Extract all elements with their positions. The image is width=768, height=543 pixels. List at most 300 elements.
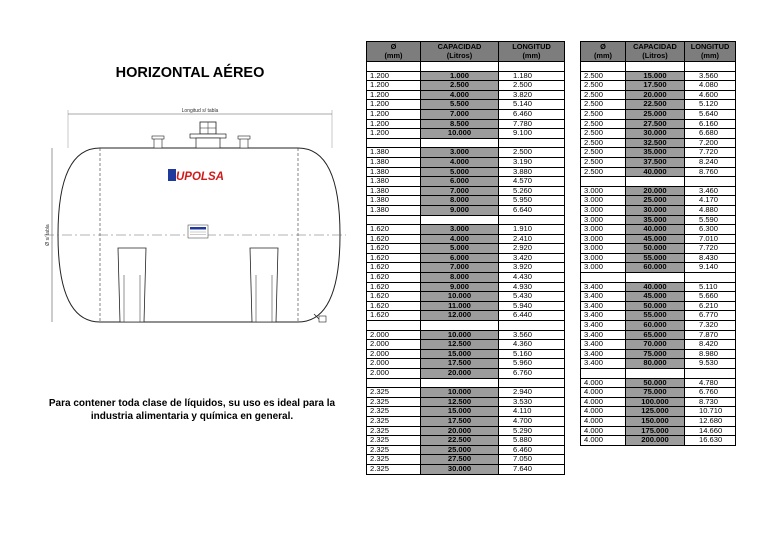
length-cell: 3.420 — [499, 253, 565, 263]
length-cell: 5.950 — [499, 196, 565, 206]
table-row — [367, 263, 565, 273]
diameter-cell: 3.400 — [581, 330, 626, 340]
length-cell: 2.500 — [499, 148, 565, 158]
diameter-cell: 2.500 — [581, 100, 626, 110]
nameplate — [188, 225, 208, 238]
length-cell: 8.760 — [685, 167, 736, 177]
capacity-cell: 8.000 — [421, 196, 499, 206]
length-cell — [685, 177, 736, 187]
length-cell: 6.680 — [685, 129, 736, 139]
capacity-cell: 50.000 — [626, 244, 685, 254]
length-cell: 3.880 — [499, 167, 565, 177]
diameter-cell: 1.380 — [367, 186, 421, 196]
diameter-cell: 3.400 — [581, 321, 626, 331]
capacity-cell: 17.500 — [421, 416, 499, 426]
table-row — [367, 244, 565, 254]
capacity-cell: 4.000 — [421, 234, 499, 244]
length-cell: 7.780 — [499, 119, 565, 129]
length-cell: 2.920 — [499, 244, 565, 254]
diameter-cell: 3.400 — [581, 359, 626, 369]
capacity-cell — [421, 378, 499, 388]
capacity-cell: 22.500 — [421, 436, 499, 446]
table-row — [367, 436, 565, 446]
diameter-cell: 3.400 — [581, 349, 626, 359]
capacity-cell — [626, 177, 685, 187]
nozzle — [154, 138, 162, 148]
table-row — [367, 378, 565, 388]
nozzle — [240, 138, 248, 148]
diameter-cell: 1.200 — [367, 90, 421, 100]
capacity-cell: 50.000 — [626, 301, 685, 311]
length-cell: 4.360 — [499, 340, 565, 350]
diameter-cell: 4.000 — [581, 388, 626, 398]
table-row — [581, 167, 736, 177]
diameter-cell: 1.620 — [367, 253, 421, 263]
length-cell: 2.940 — [499, 388, 565, 398]
capacity-cell: 8.000 — [421, 273, 499, 283]
capacity-cell: 17.500 — [421, 359, 499, 369]
diameter-cell — [367, 215, 421, 225]
table-row — [367, 196, 565, 206]
length-cell — [499, 215, 565, 225]
table-row — [367, 62, 565, 72]
length-cell: 4.080 — [685, 81, 736, 91]
capacity-cell: 11.000 — [421, 301, 499, 311]
length-cell: 8.730 — [685, 397, 736, 407]
capacity-cell: 15.000 — [421, 349, 499, 359]
table-row — [367, 100, 565, 110]
diameter-cell — [581, 62, 626, 72]
diameter-cell: 2.500 — [581, 157, 626, 167]
length-cell: 4.430 — [499, 273, 565, 283]
drain-valve — [319, 316, 326, 322]
table-row — [367, 186, 565, 196]
length-cell — [685, 369, 736, 379]
diameter-cell: 1.620 — [367, 244, 421, 254]
table-row — [581, 253, 736, 263]
table-row — [367, 167, 565, 177]
capacity-cell: 9.000 — [421, 282, 499, 292]
length-cell: 6.760 — [499, 369, 565, 379]
capacity-cell: 20.000 — [421, 369, 499, 379]
length-cell: 5.960 — [499, 359, 565, 369]
capacity-cell — [421, 62, 499, 72]
capacity-cell: 30.000 — [626, 129, 685, 139]
length-cell: 8.240 — [685, 157, 736, 167]
length-cell — [499, 378, 565, 388]
diameter-cell: 1.200 — [367, 119, 421, 129]
diameter-cell — [581, 369, 626, 379]
table-row — [581, 349, 736, 359]
diameter-cell: 3.000 — [581, 215, 626, 225]
diameter-cell: 3.000 — [581, 234, 626, 244]
capacity-cell: 30.000 — [626, 205, 685, 215]
table-row — [581, 311, 736, 321]
length-cell: 12.680 — [685, 416, 736, 426]
diameter-cell: 2.000 — [367, 359, 421, 369]
length-cell: 7.720 — [685, 148, 736, 158]
capacity-cell — [421, 321, 499, 331]
capacity-cell: 7.000 — [421, 263, 499, 273]
table-row — [367, 273, 565, 283]
capacity-cell: 22.500 — [626, 100, 685, 110]
diameter-cell: 3.000 — [581, 205, 626, 215]
diameter-cell: 1.380 — [367, 148, 421, 158]
diameter-cell: 3.000 — [581, 196, 626, 206]
table-row — [581, 138, 736, 148]
saddle-left — [118, 248, 146, 322]
header-capacity: CAPACIDAD (Litros) — [421, 42, 499, 62]
length-cell: 5.430 — [499, 292, 565, 302]
capacity-cell: 15.000 — [421, 407, 499, 417]
length-cell: 4.780 — [685, 378, 736, 388]
table-row — [367, 301, 565, 311]
diameter-cell: 2.325 — [367, 455, 421, 465]
length-cell: 16.630 — [685, 436, 736, 446]
capacity-cell: 80.000 — [626, 359, 685, 369]
saddle-right — [250, 248, 278, 322]
diameter-cell: 2.325 — [367, 388, 421, 398]
table-row — [367, 359, 565, 369]
table-row — [367, 426, 565, 436]
diameter-cell: 2.325 — [367, 445, 421, 455]
diameter-cell: 4.000 — [581, 426, 626, 436]
length-cell: 2.500 — [499, 81, 565, 91]
length-cell: 2.410 — [499, 234, 565, 244]
capacity-cell: 20.000 — [421, 426, 499, 436]
capacity-cell: 5.000 — [421, 167, 499, 177]
length-cell: 6.460 — [499, 445, 565, 455]
length-cell: 5.640 — [685, 109, 736, 119]
table-row — [581, 196, 736, 206]
capacity-cell: 7.000 — [421, 109, 499, 119]
table-row — [581, 416, 736, 426]
length-cell: 7.050 — [499, 455, 565, 465]
header-capacity: CAPACIDAD (Litros) — [626, 42, 685, 62]
capacity-cell: 60.000 — [626, 321, 685, 331]
diameter-cell: 1.380 — [367, 205, 421, 215]
capacity-cell — [421, 138, 499, 148]
length-cell: 9.530 — [685, 359, 736, 369]
diameter-cell: 2.500 — [581, 167, 626, 177]
capacity-cell: 9.000 — [421, 205, 499, 215]
diameter-dimension-label: Ø s/ tabla — [45, 224, 51, 246]
length-cell — [685, 62, 736, 72]
table-row — [367, 138, 565, 148]
length-cell: 5.260 — [499, 186, 565, 196]
length-cell: 5.590 — [685, 215, 736, 225]
table-row — [367, 416, 565, 426]
diameter-cell: 2.325 — [367, 416, 421, 426]
capacity-cell: 17.500 — [626, 81, 685, 91]
table-row — [581, 378, 736, 388]
capacity-cell: 200.000 — [626, 436, 685, 446]
table-row — [581, 388, 736, 398]
page-title: HORIZONTAL AÉREO — [115, 65, 265, 81]
table-row — [581, 205, 736, 215]
capacity-cell: 40.000 — [626, 225, 685, 235]
diameter-cell: 2.000 — [367, 330, 421, 340]
table-row — [581, 369, 736, 379]
diameter-cell: 3.000 — [581, 186, 626, 196]
diameter-cell: 2.325 — [367, 436, 421, 446]
product-description: Para contener toda clase de líquidos, su uso es ideal para la industria alimentaria y química en general. — [48, 398, 336, 422]
table-row — [367, 321, 565, 331]
length-cell: 7.640 — [499, 464, 565, 474]
diameter-cell: 1.620 — [367, 292, 421, 302]
length-cell: 8.430 — [685, 253, 736, 263]
header-length: LONGITUD (mm) — [685, 42, 736, 62]
diameter-cell: 1.200 — [367, 129, 421, 139]
table-row — [581, 273, 736, 283]
header-diameter: Ø (mm) — [581, 42, 626, 62]
capacity-cell: 10.000 — [421, 388, 499, 398]
capacity-cell: 60.000 — [626, 263, 685, 273]
diameter-cell: 1.200 — [367, 71, 421, 81]
diameter-cell: 1.200 — [367, 109, 421, 119]
capacity-cell: 1.000 — [421, 71, 499, 81]
length-dimension-label: Longitud s/ tabla — [181, 108, 219, 114]
capacity-cell: 20.000 — [626, 186, 685, 196]
diameter-cell: 4.000 — [581, 436, 626, 446]
capacity-cell: 4.000 — [421, 157, 499, 167]
table-row — [367, 407, 565, 417]
table-row — [581, 225, 736, 235]
diameter-cell: 1.380 — [367, 157, 421, 167]
length-cell: 3.560 — [499, 330, 565, 340]
capacity-cell: 15.000 — [626, 71, 685, 81]
capacity-cell — [421, 215, 499, 225]
length-cell: 9.100 — [499, 129, 565, 139]
capacity-cell: 25.000 — [626, 109, 685, 119]
capacity-cell: 3.000 — [421, 148, 499, 158]
diameter-cell: 1.620 — [367, 311, 421, 321]
capacity-cell: 40.000 — [626, 282, 685, 292]
capacity-table-right — [580, 41, 736, 446]
length-cell: 4.880 — [685, 205, 736, 215]
capacity-cell: 70.000 — [626, 340, 685, 350]
diameter-cell: 1.620 — [367, 273, 421, 283]
diameter-cell: 2.325 — [367, 397, 421, 407]
capacity-cell: 7.000 — [421, 186, 499, 196]
table-row — [581, 148, 736, 158]
length-cell: 3.530 — [499, 397, 565, 407]
brand-logo-mark — [168, 169, 176, 181]
capacity-cell: 10.000 — [421, 292, 499, 302]
capacity-cell: 125.000 — [626, 407, 685, 417]
capacity-cell: 27.500 — [421, 455, 499, 465]
diameter-cell: 2.500 — [581, 90, 626, 100]
table-row — [581, 436, 736, 446]
length-cell: 5.160 — [499, 349, 565, 359]
capacity-cell — [626, 369, 685, 379]
table-row — [581, 81, 736, 91]
table-row — [581, 234, 736, 244]
diameter-cell: 1.620 — [367, 282, 421, 292]
capacity-cell: 55.000 — [626, 253, 685, 263]
table-row — [367, 205, 565, 215]
table-row — [367, 282, 565, 292]
table-row — [367, 71, 565, 81]
diameter-cell: 3.000 — [581, 263, 626, 273]
diameter-cell: 2.500 — [581, 129, 626, 139]
length-cell: 6.770 — [685, 311, 736, 321]
table-row — [581, 177, 736, 187]
diameter-cell: 2.325 — [367, 407, 421, 417]
length-cell: 6.300 — [685, 225, 736, 235]
table-row — [581, 90, 736, 100]
diameter-cell: 1.620 — [367, 225, 421, 235]
length-cell: 4.600 — [685, 90, 736, 100]
diameter-cell: 1.620 — [367, 301, 421, 311]
capacity-cell: 75.000 — [626, 388, 685, 398]
length-cell: 4.570 — [499, 177, 565, 187]
table-row — [367, 445, 565, 455]
diameter-cell: 2.000 — [367, 369, 421, 379]
length-cell: 5.940 — [499, 301, 565, 311]
table-row — [367, 90, 565, 100]
capacity-cell: 3.000 — [421, 225, 499, 235]
table-row — [367, 349, 565, 359]
length-cell: 5.290 — [499, 426, 565, 436]
capacity-cell: 10.000 — [421, 129, 499, 139]
diameter-cell — [367, 378, 421, 388]
capacity-cell: 65.000 — [626, 330, 685, 340]
diameter-cell: 4.000 — [581, 407, 626, 417]
diameter-cell: 2.000 — [367, 340, 421, 350]
table-row — [581, 215, 736, 225]
capacity-cell: 35.000 — [626, 215, 685, 225]
diameter-cell: 3.000 — [581, 253, 626, 263]
diameter-cell: 2.500 — [581, 81, 626, 91]
diameter-cell: 2.000 — [367, 349, 421, 359]
length-cell: 8.420 — [685, 340, 736, 350]
diameter-cell: 3.400 — [581, 311, 626, 321]
capacity-cell: 27.500 — [626, 119, 685, 129]
capacity-cell: 5.500 — [421, 100, 499, 110]
diameter-cell: 3.400 — [581, 282, 626, 292]
length-cell — [499, 321, 565, 331]
capacity-cell: 55.000 — [626, 311, 685, 321]
table-row — [581, 263, 736, 273]
table-row — [581, 292, 736, 302]
diameter-cell — [367, 321, 421, 331]
capacity-cell: 25.000 — [626, 196, 685, 206]
capacity-cell: 12.500 — [421, 340, 499, 350]
capacity-cell: 12.000 — [421, 311, 499, 321]
capacity-cell: 8.500 — [421, 119, 499, 129]
length-cell: 5.110 — [685, 282, 736, 292]
diameter-cell: 2.325 — [367, 464, 421, 474]
table-row — [581, 301, 736, 311]
table-row — [581, 100, 736, 110]
table-row — [367, 129, 565, 139]
table-row — [581, 321, 736, 331]
capacity-cell: 4.000 — [421, 90, 499, 100]
diameter-cell: 2.500 — [581, 148, 626, 158]
length-cell: 10.710 — [685, 407, 736, 417]
length-cell: 3.560 — [685, 71, 736, 81]
diameter-cell: 1.200 — [367, 100, 421, 110]
diameter-cell: 4.000 — [581, 378, 626, 388]
length-cell: 4.700 — [499, 416, 565, 426]
length-cell: 4.930 — [499, 282, 565, 292]
table-row — [581, 407, 736, 417]
table-row — [581, 340, 736, 350]
length-cell: 4.170 — [685, 196, 736, 206]
capacity-cell: 45.000 — [626, 234, 685, 244]
table-row — [367, 234, 565, 244]
diameter-cell: 3.000 — [581, 244, 626, 254]
capacity-cell: 25.000 — [421, 445, 499, 455]
diameter-cell: 4.000 — [581, 416, 626, 426]
diameter-cell: 1.620 — [367, 263, 421, 273]
table-row — [581, 282, 736, 292]
length-cell: 7.870 — [685, 330, 736, 340]
length-cell: 1.910 — [499, 225, 565, 235]
tank-drawing — [40, 100, 350, 335]
length-cell: 5.660 — [685, 292, 736, 302]
diameter-cell: 3.400 — [581, 340, 626, 350]
table-row — [581, 129, 736, 139]
length-cell — [685, 273, 736, 283]
length-cell: 7.720 — [685, 244, 736, 254]
length-cell: 6.440 — [499, 311, 565, 321]
table-row — [367, 397, 565, 407]
table-row — [367, 330, 565, 340]
table-row — [367, 148, 565, 158]
diameter-cell: 1.380 — [367, 196, 421, 206]
capacity-cell — [626, 62, 685, 72]
table-row — [367, 215, 565, 225]
capacity-cell: 100.000 — [626, 397, 685, 407]
capacity-cell: 35.000 — [626, 148, 685, 158]
table-row — [367, 292, 565, 302]
header-diameter: Ø (mm) — [367, 42, 421, 62]
length-cell: 1.180 — [499, 71, 565, 81]
table-row — [581, 397, 736, 407]
table-row — [581, 330, 736, 340]
diameter-cell: 3.400 — [581, 292, 626, 302]
table-row — [581, 62, 736, 72]
brand-logo: UPOLSA — [176, 171, 224, 183]
capacity-cell: 45.000 — [626, 292, 685, 302]
capacity-table-left — [366, 41, 565, 475]
table-row — [581, 359, 736, 369]
length-cell: 3.460 — [685, 186, 736, 196]
diameter-cell: 2.500 — [581, 119, 626, 129]
capacity-cell: 32.500 — [626, 138, 685, 148]
capacity-cell: 6.000 — [421, 253, 499, 263]
capacity-cell: 50.000 — [626, 378, 685, 388]
length-cell: 6.640 — [499, 205, 565, 215]
length-cell: 3.920 — [499, 263, 565, 273]
table-row — [367, 455, 565, 465]
diameter-cell: 2.500 — [581, 138, 626, 148]
table-row — [581, 109, 736, 119]
length-cell: 9.140 — [685, 263, 736, 273]
length-cell: 7.010 — [685, 234, 736, 244]
diameter-cell: 1.380 — [367, 167, 421, 177]
capacity-cell: 20.000 — [626, 90, 685, 100]
table-row — [367, 340, 565, 350]
table-row — [367, 253, 565, 263]
length-cell: 5.880 — [499, 436, 565, 446]
table-row — [581, 426, 736, 436]
capacity-cell: 30.000 — [421, 464, 499, 474]
table-row — [367, 369, 565, 379]
diameter-cell — [581, 273, 626, 283]
